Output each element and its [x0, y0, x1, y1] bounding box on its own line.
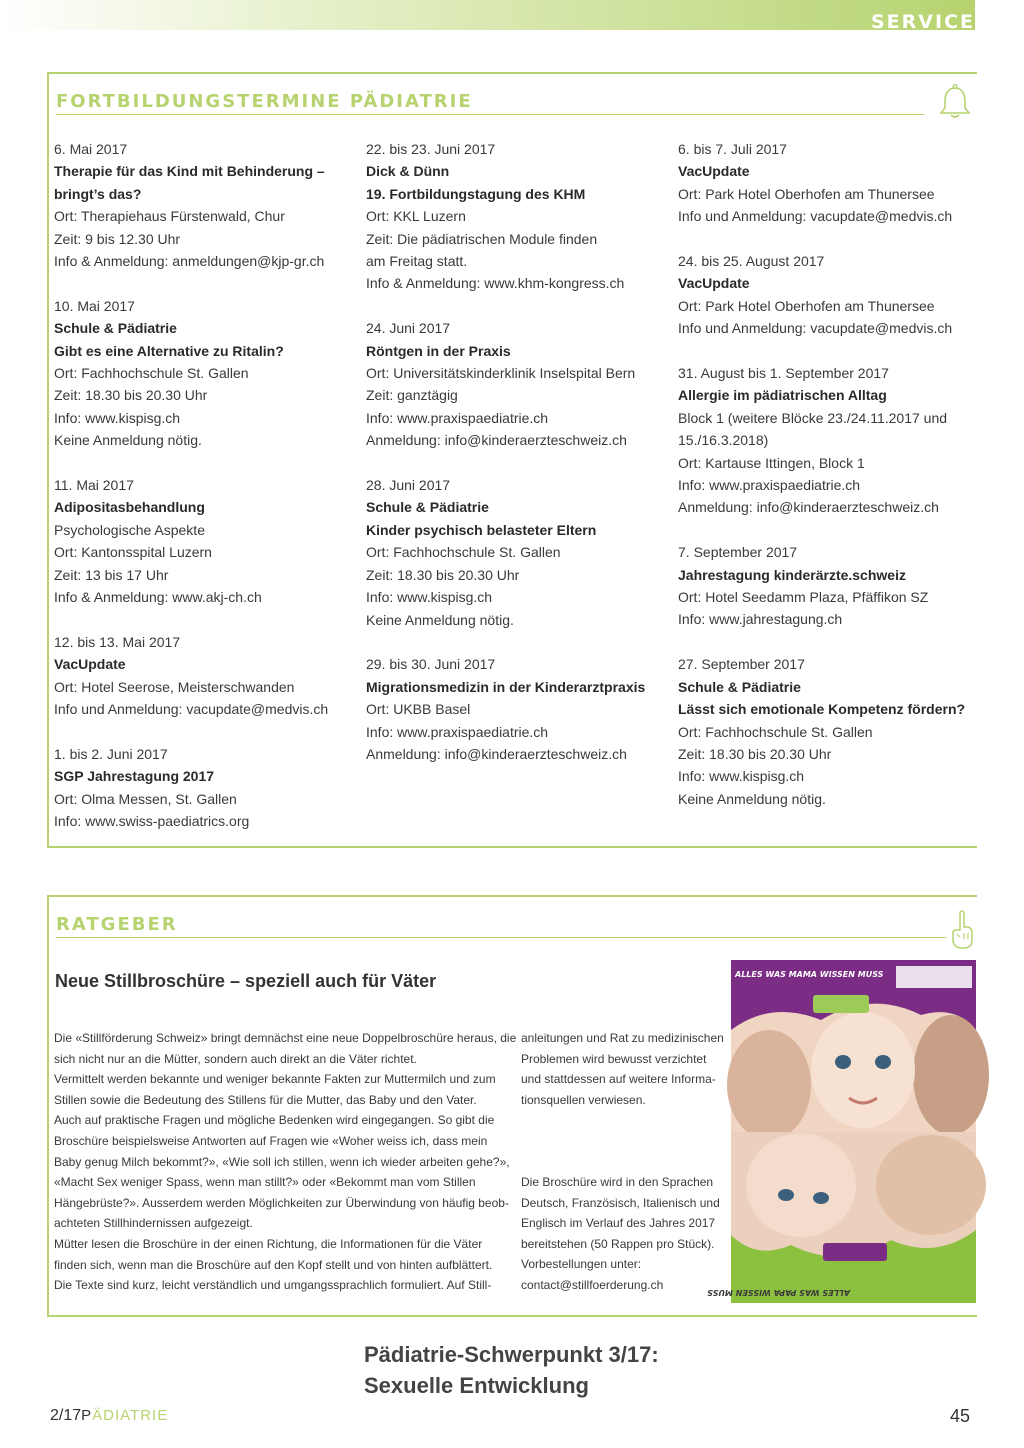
event-entry	[54, 295, 354, 452]
text-line: Broschüre beispielsweise Antworten auf Fragen wie «Woher weiss ich, dass mein	[54, 1133, 488, 1148]
event-entry	[54, 631, 354, 721]
event-detail: Ort: Therapiehaus Fürstenwald, Chur	[54, 208, 285, 225]
text-line: tionsquellen verwiesen.	[521, 1092, 646, 1107]
issue-label	[50, 1407, 168, 1425]
event-entry	[54, 743, 354, 833]
event-title: Jahrestagung kinderärzte.schweiz	[678, 566, 906, 583]
event-entry	[678, 653, 978, 810]
text-line: Deutsch, Französisch, Italienisch und	[521, 1195, 720, 1210]
issue-number: 2/17	[50, 1407, 82, 1424]
event-detail: Ort: Hotel Seedamm Plaza, Pfäffikon SZ	[678, 589, 929, 606]
ratgeber-title: RATGEBER	[56, 914, 178, 935]
event-title: Schule & Pädiatrie	[366, 499, 489, 516]
events-column-2	[366, 138, 666, 788]
event-entry	[678, 138, 978, 228]
article-paragraph-1	[54, 1028, 517, 1296]
event-date: 27. September 2017	[678, 656, 805, 673]
event-detail: Ort: Fachhochschule St. Gallen	[54, 365, 249, 382]
event-detail: Zeit: 18.30 bis 20.30 Uhr	[678, 745, 832, 762]
fortbildung-title: FORTBILDUNGSTERMINE PÄDIATRIE	[56, 91, 473, 112]
section-label: SERVICE	[871, 11, 975, 33]
event-detail: Anmeldung: info@kinderaerzteschweiz.ch	[366, 432, 627, 449]
event-title: Schule & Pädiatrie	[54, 320, 177, 337]
text-line: Problemen wird bewusst verzichtet	[521, 1051, 707, 1066]
event-detail: Info: www.praxispaediatrie.ch	[366, 723, 549, 740]
event-detail: Ort: Hotel Seerose, Meisterschwanden	[54, 678, 295, 695]
article-paragraph-3	[521, 1172, 726, 1296]
event-detail: Ort: KKL Luzern	[366, 208, 466, 225]
bell-icon	[935, 82, 975, 122]
event-title: Migrationsmedizin in der Kinderarztpraxis	[366, 678, 646, 695]
event-title: SGP Jahrestagung 2017	[54, 768, 215, 785]
event-detail: Ort: UKBB Basel	[366, 701, 471, 718]
event-detail: Zeit: 18.30 bis 20.30 Uhr	[366, 566, 520, 583]
event-date: 22. bis 23. Juni 2017	[366, 141, 496, 157]
text-line: Hängebrüste?». Ausserdem werden Möglichkeiten zur Überwindung von häufig beob-	[54, 1195, 509, 1210]
event-date: 10. Mai 2017	[54, 297, 135, 314]
event-detail: Info: www.kispisg.ch	[366, 589, 493, 606]
text-line: anleitungen und Rat zu medizinischen	[521, 1031, 724, 1045]
text-line: Mütter lesen die Broschüre in der einen Richtung, die Informationen für die Väter	[54, 1236, 483, 1251]
event-title: bringt’s das?	[54, 185, 142, 202]
event-detail: Info: www.jahrestagung.ch	[678, 611, 843, 628]
event-date: 28. Juni 2017	[366, 477, 451, 494]
event-title: Allergie im pädiatrischen Alltag	[678, 387, 887, 404]
event-entry	[678, 250, 978, 340]
event-date: 6. Mai 2017	[54, 141, 128, 157]
event-title: VacUpdate	[54, 656, 126, 673]
event-detail: Zeit: Die pädiatrischen Module finden	[366, 230, 598, 247]
event-detail: Ort: Fachhochschule St. Gallen	[678, 723, 873, 740]
text-line: Die Texte sind kurz, leicht verständlich und umgangssprachlich formuliert. Auf Still-	[54, 1278, 492, 1293]
text-line: Englisch im Verlauf des Jahres 2017	[521, 1216, 716, 1231]
event-title: VacUpdate	[678, 275, 750, 292]
event-detail: Ort: Park Hotel Oberhofen am Thunersee	[678, 297, 935, 314]
event-detail: Info & Anmeldung: anmeldungen@kjp-gr.ch	[54, 253, 325, 270]
event-title: Gibt es eine Alternative zu Ritalin?	[54, 342, 284, 359]
event-detail: Info und Anmeldung: vacupdate@medvis.ch	[54, 701, 329, 718]
next-issue-line-2: Sexuelle Entwicklung	[364, 1373, 589, 1398]
text-line: Vorbestellungen unter:	[521, 1257, 642, 1272]
event-detail: Zeit: 18.30 bis 20.30 Uhr	[54, 387, 208, 404]
event-entry	[54, 138, 354, 272]
event-date: 24. Juni 2017	[366, 320, 451, 337]
brochure-cover-image	[707, 960, 976, 1303]
event-detail: Info: www.swiss-paediatrics.org	[54, 813, 250, 830]
event-detail: am Freitag statt.	[366, 253, 468, 270]
event-title: Adipositasbehandlung	[54, 499, 205, 516]
event-detail: Anmeldung: info@kinderaerzteschweiz.ch	[678, 499, 939, 516]
event-entry	[366, 138, 666, 295]
article-heading: Neue Stillbroschüre – speziell auch für Väter	[55, 971, 437, 991]
event-detail: Info & Anmeldung: www.akj-ch.ch	[54, 589, 262, 606]
event-title: Röntgen in der Praxis	[366, 342, 511, 359]
event-detail: Ort: Kartause Ittingen, Block 1	[678, 454, 865, 471]
event-detail: Info: www.praxispaediatrie.ch	[678, 477, 861, 494]
event-detail: Zeit: 9 bis 12.30 Uhr	[54, 230, 181, 247]
event-entry	[54, 474, 354, 608]
event-detail: Ort: Universitätskinderklinik Inselspital Bern	[366, 365, 636, 382]
event-date: 6. bis 7. Juli 2017	[678, 141, 787, 157]
text-line: finden sich, wenn man die Broschüre auf den Kopf stellt und von hinten aufblättert.	[54, 1257, 493, 1272]
brand-part-b: ÄDIATRIE	[92, 1407, 169, 1424]
event-date: 24. bis 25. August 2017	[678, 253, 825, 270]
event-detail: Ort: Fachhochschule St. Gallen	[366, 544, 561, 561]
next-issue-line-1: Pädiatrie-Schwerpunkt 3/17:	[364, 1342, 659, 1367]
events-column-1	[54, 138, 354, 855]
text-line: sich nicht nur an die Mütter, sondern auch direkt an die Väter richtet.	[54, 1051, 417, 1066]
event-entry	[366, 474, 666, 631]
text-line: Baby genug Milch bekommt?», «Wie soll ich stillen, wenn ich wieder arbeiten gehe?»,	[54, 1154, 510, 1169]
text-line: Stillen sowie die Bedeutung des Stillens für die Mutter, das Baby und den Vater.	[54, 1092, 477, 1107]
event-title: Kinder psychisch belasteter Eltern	[366, 521, 597, 538]
brand-part-a: P	[81, 1407, 93, 1424]
event-detail: Zeit: ganztägig	[366, 387, 458, 404]
event-detail: Ort: Kantonsspital Luzern	[54, 544, 212, 561]
event-entry	[678, 362, 978, 519]
event-detail: Keine Anmeldung nötig.	[678, 790, 826, 807]
event-date: 31. August bis 1. September 2017	[678, 365, 889, 382]
event-detail: Info: www.praxispaediatrie.ch	[366, 409, 549, 426]
event-detail: Block 1 (weitere Blöcke 23./24.11.2017 und	[678, 409, 948, 426]
text-line: «Macht Sex weniger Spass, wenn man stillt?» oder «Bekommt man vom Stillen	[54, 1175, 476, 1190]
event-detail: 15./16.3.2018)	[678, 432, 769, 449]
text-line: Auch auf praktische Fragen und mögliche Bedenken wird eingegangen. So gibt die	[54, 1113, 495, 1128]
event-entry	[678, 541, 978, 631]
event-title: Lässt sich emotionale Kompetenz fördern?	[678, 701, 966, 718]
event-detail: Anmeldung: info@kinderaerzteschweiz.ch	[366, 745, 627, 762]
event-date: 11. Mai 2017	[54, 477, 134, 494]
brochure-top-banner: ALLES WAS MAMA WISSEN MUSS	[735, 970, 884, 979]
event-title: VacUpdate	[678, 163, 750, 180]
event-date: 1. bis 2. Juni 2017	[54, 745, 168, 762]
event-entry	[366, 317, 666, 451]
event-detail: Info: www.kispisg.ch	[54, 409, 181, 426]
event-detail: Info und Anmeldung: vacupdate@medvis.ch	[678, 208, 953, 225]
text-line: Die Broschüre wird in den Sprachen	[521, 1175, 714, 1189]
next-issue-teaser	[364, 1339, 659, 1401]
event-detail: Info & Anmeldung: www.khm-kongress.ch	[366, 275, 625, 292]
event-date: 29. bis 30. Juni 2017	[366, 656, 496, 673]
text-line: bereitstehen (50 Rappen pro Stück).	[521, 1236, 715, 1251]
event-detail: Ort: Park Hotel Oberhofen am Thunersee	[678, 185, 935, 202]
event-title: Dick & Dünn	[366, 163, 450, 180]
pointing-finger-icon	[949, 909, 975, 951]
article-paragraph-2	[521, 1028, 726, 1110]
event-detail: Keine Anmeldung nötig.	[366, 611, 514, 628]
brochure-bottom-banner: ALLES WAS PAPA WISSEN MUSS	[707, 1288, 850, 1297]
event-title: Therapie für das Kind mit Behinderung –	[54, 163, 325, 180]
event-date: 12. bis 13. Mai 2017	[54, 633, 181, 650]
brochure-illustration	[707, 960, 976, 1303]
journal-brand	[81, 1407, 168, 1424]
event-detail: Zeit: 13 bis 17 Uhr	[54, 566, 169, 583]
text-line: contact@stillfoerderung.ch	[521, 1277, 664, 1292]
title-rule	[56, 937, 946, 938]
event-detail: Info: www.kispisg.ch	[678, 768, 805, 785]
text-line: achteten Stillhindernissen aufgezeigt.	[54, 1216, 253, 1231]
title-rule	[56, 114, 924, 115]
event-detail: Info und Anmeldung: vacupdate@medvis.ch	[678, 320, 953, 337]
event-detail: Psychologische Aspekte	[54, 521, 205, 538]
text-line: und stattdessen auf weitere Informa-	[521, 1072, 716, 1087]
event-detail: Ort: Olma Messen, St. Gallen	[54, 790, 237, 807]
event-title: 19. Fortbildungstagung des KHM	[366, 185, 586, 202]
event-title: Schule & Pädiatrie	[678, 678, 801, 695]
section-header-bar	[0, 0, 975, 33]
event-date: 7. September 2017	[678, 544, 798, 561]
page-number: 45	[950, 1406, 971, 1426]
events-column-3	[678, 138, 978, 833]
text-line: Vermittelt werden bekannte und weniger bekannte Fakten zur Muttermilch und zum	[54, 1072, 496, 1087]
text-line: Die «Stillförderung Schweiz» bringt demnächst eine neue Doppelbroschüre heraus, die	[54, 1031, 517, 1045]
event-entry	[366, 653, 666, 765]
event-detail: Keine Anmeldung nötig.	[54, 432, 202, 449]
